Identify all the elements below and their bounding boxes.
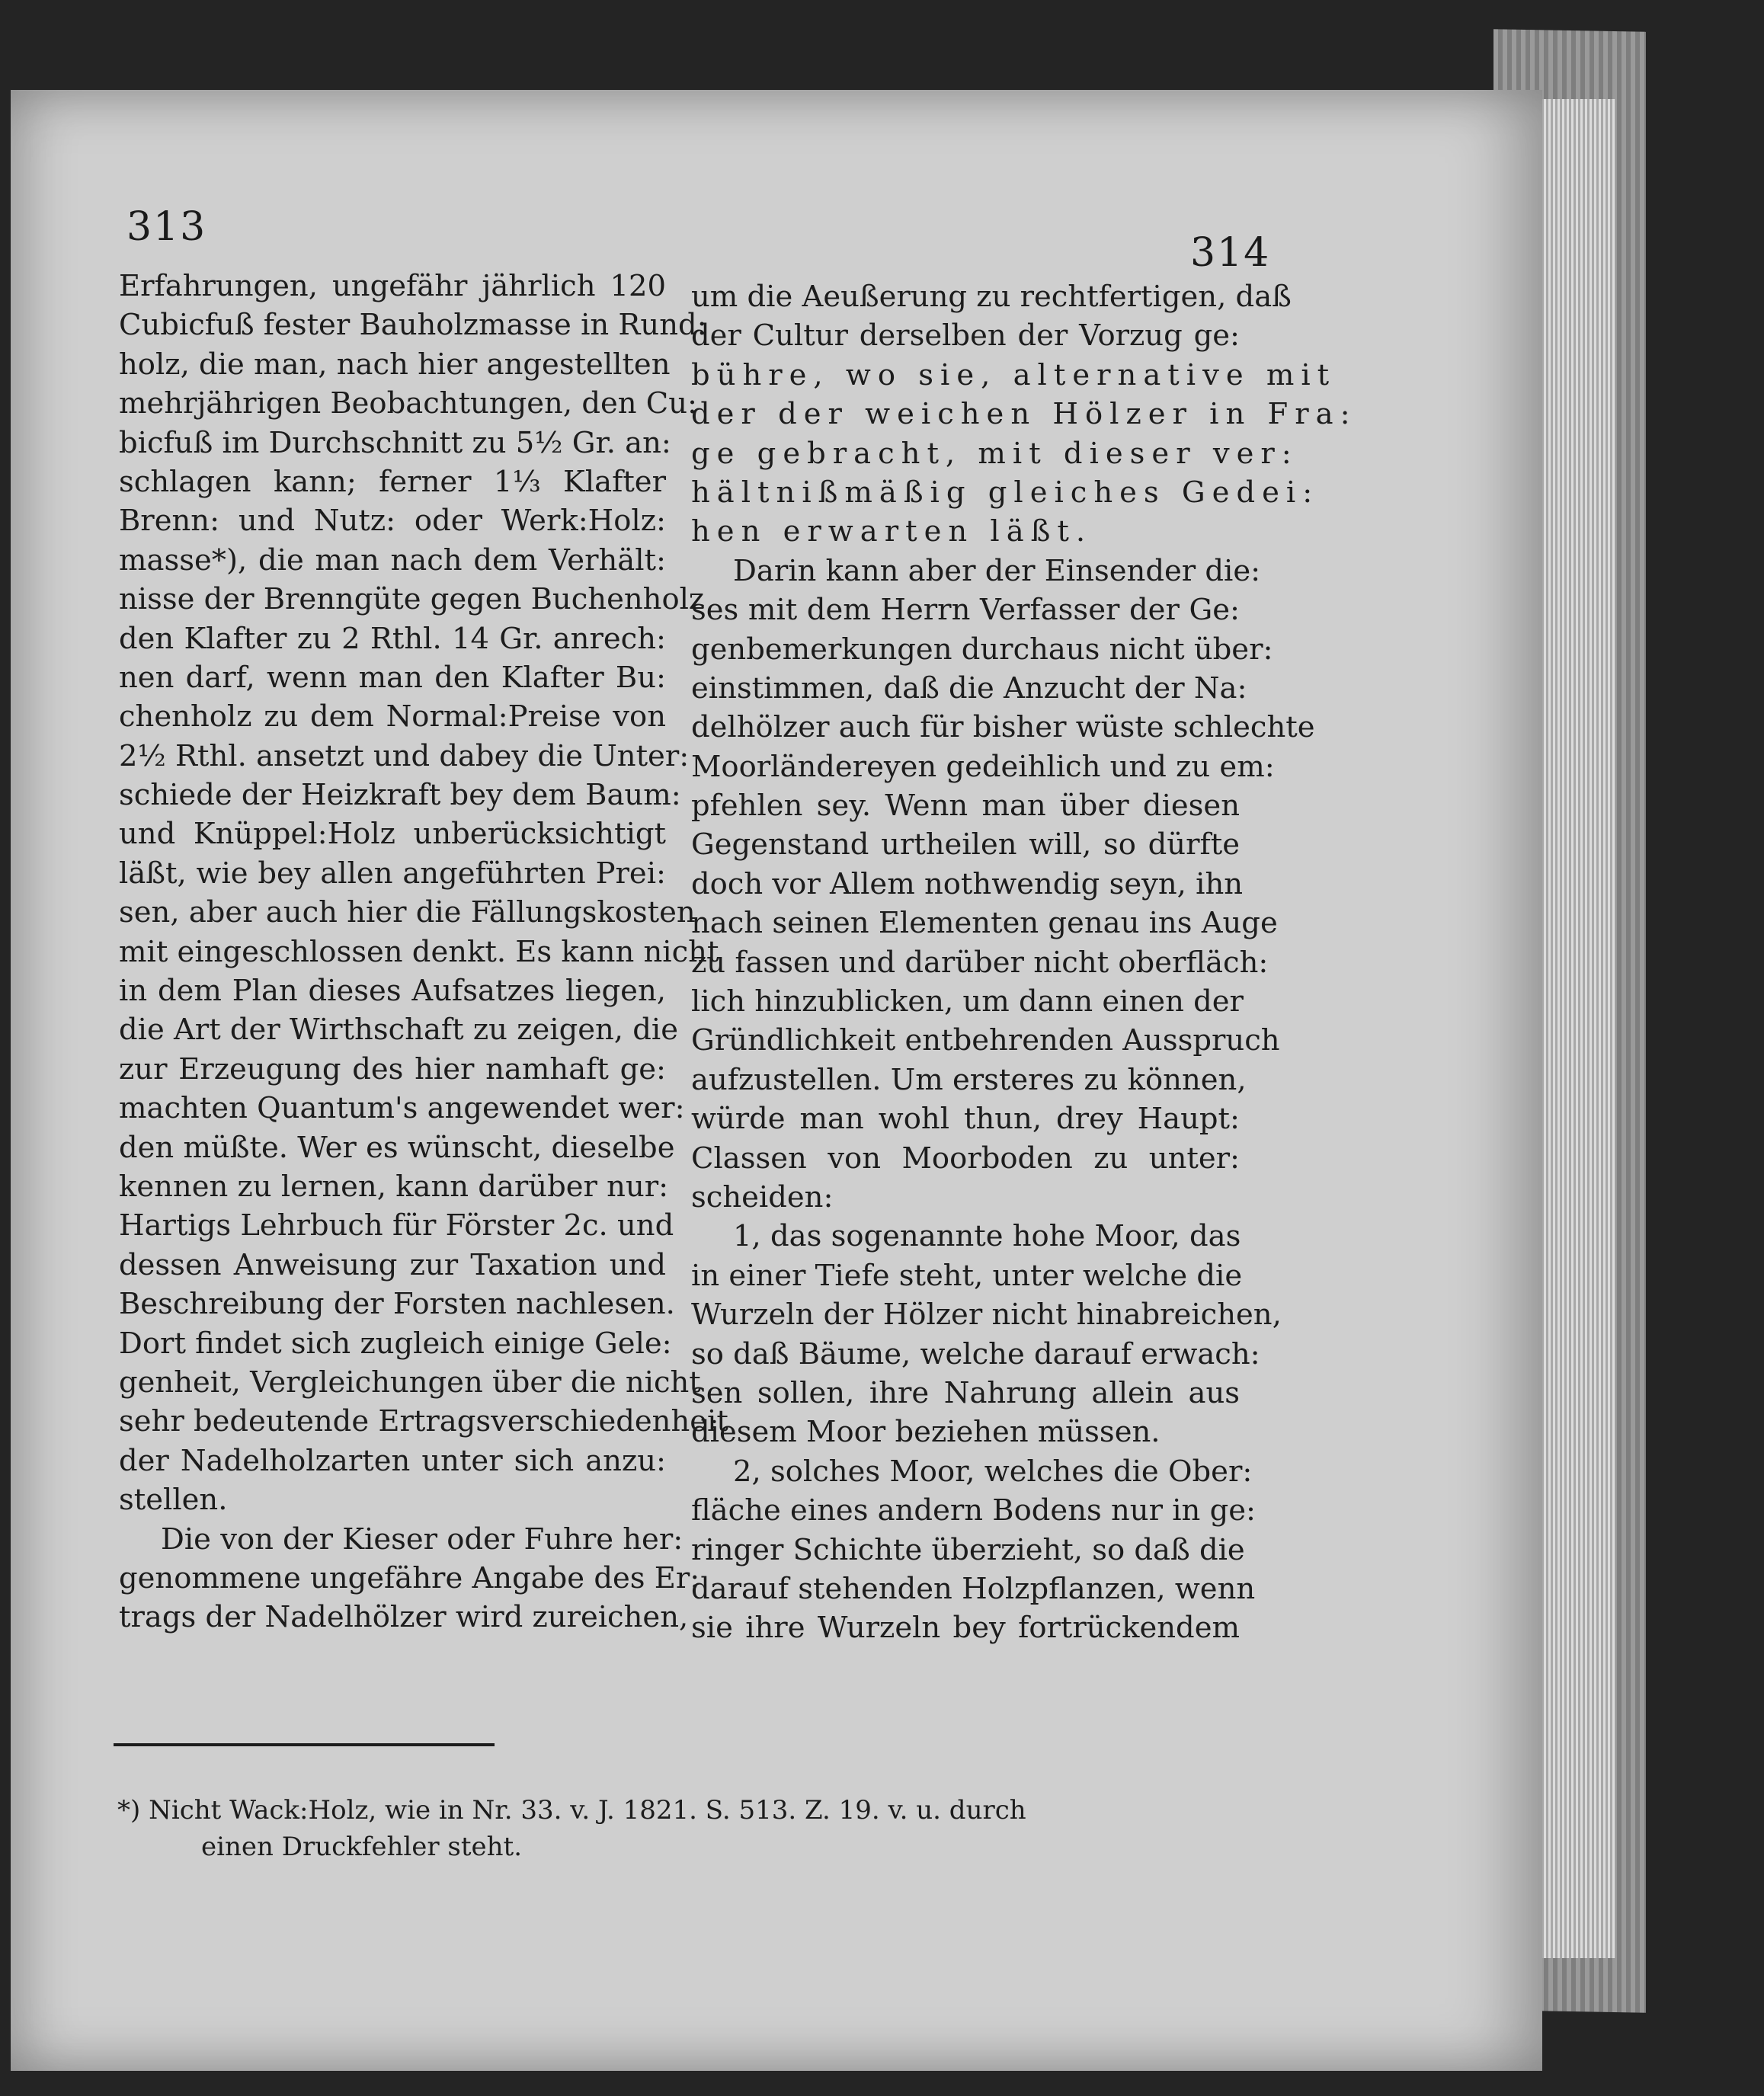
left-page-number: 313 bbox=[126, 204, 207, 250]
text-line: schiede der Heizkraft bey dem Baum: bbox=[119, 778, 681, 813]
text-line: machten Quantum's angewendet wer: bbox=[119, 1091, 685, 1126]
text-line: den Klafter zu 2 Rthl. 14 Gr. anrech: bbox=[119, 621, 666, 656]
text-line: holz, die man, nach hier angestellten bbox=[119, 347, 671, 382]
text-line: diesem Moor beziehen müssen. bbox=[691, 1415, 1161, 1450]
text-line: fläche eines andern Bodens nur in ge: bbox=[691, 1493, 1256, 1528]
text-line: einstimmen, daß die Anzucht der Na: bbox=[691, 670, 1247, 706]
text-line: sen, aber auch hier die Fällungskosten bbox=[119, 895, 696, 930]
text-line: Die von der Kieser oder Fuhre her: bbox=[161, 1522, 684, 1557]
text-line: nach seinen Elementen genau ins Auge bbox=[691, 906, 1278, 941]
text-line: nen darf, wenn man den Klafter Bu: bbox=[119, 660, 666, 695]
text-line: darauf stehenden Holzpflanzen, wenn bbox=[691, 1571, 1256, 1606]
text-line: schlagen kann; ferner 1⅓ Klafter bbox=[119, 464, 666, 499]
text-line: hen erwarten läßt. bbox=[691, 514, 1093, 549]
text-line: ge gebracht, mit dieser ver: bbox=[691, 436, 1298, 471]
text-line: Dort findet sich zugleich einige Gele: bbox=[119, 1326, 672, 1361]
text-line: die Art der Wirthschaft zu zeigen, die bbox=[119, 1013, 679, 1048]
text-line: genbemerkungen durchaus nicht über: bbox=[691, 632, 1273, 667]
text-line: mehrjährigen Beobachtungen, den Cu: bbox=[119, 386, 698, 421]
footnote bbox=[117, 1792, 1222, 1865]
right-page-number: 314 bbox=[1190, 230, 1271, 276]
footnote-line-1: *) Nicht Wack:Holz, wie in Nr. 33. v. J. 1821. S. 513. Z. 19. v. u. durch bbox=[117, 1795, 1026, 1826]
text-line: Erfahrungen, ungefähr jährlich 120 bbox=[119, 269, 666, 303]
text-line: ringer Schichte überzieht, so daß die bbox=[691, 1532, 1245, 1567]
text-line: Hartigs Lehrbuch für Förster 2c. und bbox=[119, 1208, 674, 1243]
text-line: ses mit dem Herrn Verfasser der Ge: bbox=[691, 593, 1240, 628]
text-line: kennen zu lernen, kann darüber nur: bbox=[119, 1169, 669, 1204]
text-line: 2½ Rthl. ansetzt und dabey die Unter: bbox=[119, 738, 690, 773]
text-line: läßt, wie bey allen angeführten Prei: bbox=[119, 856, 666, 891]
text-line: genommene ungefähre Angabe des Er: bbox=[119, 1560, 700, 1595]
text-line: würde man wohl thun, drey Haupt: bbox=[691, 1102, 1240, 1137]
text-line: hältnißmäßig gleiches Gedei: bbox=[691, 475, 1320, 510]
text-line: in dem Plan dieses Aufsatzes liegen, bbox=[119, 974, 666, 1009]
book-page bbox=[11, 90, 1542, 2071]
footnote-line-2: einen Druckfehler steht. bbox=[201, 1832, 523, 1862]
text-line: um die Aeußerung zu rechtfertigen, daß bbox=[691, 280, 1292, 314]
text-line: sen sollen, ihre Nahrung allein aus bbox=[691, 1375, 1240, 1410]
text-line: sie ihre Wurzeln bey fortrückendem bbox=[691, 1611, 1240, 1646]
text-line: delhölzer auch für bisher wüste schlechte bbox=[691, 710, 1315, 745]
text-line: dessen Anweisung zur Taxation und bbox=[119, 1247, 666, 1282]
text-line: der Cultur derselben der Vorzug ge: bbox=[691, 318, 1240, 354]
text-line: lich hinzublicken, um dann einen der bbox=[691, 984, 1244, 1019]
text-line: Gründlichkeit entbehrenden Ausspruch bbox=[691, 1023, 1280, 1058]
text-line: so daß Bäume, welche darauf erwach: bbox=[691, 1336, 1260, 1371]
text-line: den müßte. Wer es wünscht, dieselbe bbox=[119, 1130, 675, 1165]
text-line: Brenn: und Nutz: oder Werk:Holz: bbox=[119, 504, 666, 539]
text-line: zur Erzeugung des hier namhaft ge: bbox=[119, 1051, 666, 1086]
text-line: stellen. bbox=[119, 1483, 228, 1518]
text-line: Gegenstand urtheilen will, so dürfte bbox=[691, 827, 1240, 862]
text-line: Moorländereyen gedeihlich und zu em: bbox=[691, 749, 1275, 784]
right-column bbox=[691, 277, 1357, 1648]
text-line: der der weichen Hölzer in Fra: bbox=[691, 397, 1357, 432]
text-line: Classen von Moorboden zu unter: bbox=[691, 1141, 1240, 1176]
text-line: mit eingeschlossen denkt. Es kann nicht bbox=[119, 934, 719, 969]
text-line: in einer Tiefe steht, unter welche die bbox=[691, 1258, 1243, 1293]
text-line: 2, solches Moor, welches die Ober: bbox=[733, 1454, 1253, 1489]
text-line: und Knüppel:Holz unberücksichtigt bbox=[119, 817, 666, 852]
text-line: Wurzeln der Hölzer nicht hinabreichen, bbox=[691, 1298, 1282, 1333]
text-line: bühre, wo sie, alternative mit bbox=[691, 357, 1337, 392]
text-line: der Nadelholzarten unter sich anzu: bbox=[119, 1443, 666, 1478]
text-line: 1, das sogenannte hohe Moor, das bbox=[733, 1219, 1241, 1254]
text-line: pfehlen sey. Wenn man über diesen bbox=[691, 789, 1240, 824]
text-line: doch vor Allem nothwendig seyn, ihn bbox=[691, 866, 1244, 901]
text-line: sehr bedeutende Ertragsverschiedenheit bbox=[119, 1404, 728, 1439]
text-line: trags der Nadelhölzer wird zureichen, bbox=[119, 1600, 689, 1635]
text-line: Darin kann aber der Einsender die: bbox=[733, 553, 1261, 588]
text-line: zu fassen und darüber nicht oberfläch: bbox=[691, 945, 1269, 980]
text-line: bicfuß im Durchschnitt zu 5½ Gr. an: bbox=[119, 425, 671, 460]
text-line: Cubicfuß fester Bauholzmasse in Rund: bbox=[119, 308, 707, 343]
footnote-rule bbox=[114, 1743, 495, 1746]
text-line: nisse der Brenngüte gegen Buchenholz bbox=[119, 582, 705, 617]
text-line: chenholz zu dem Normal:Preise von bbox=[119, 699, 666, 734]
text-line: Beschreibung der Forsten nachlesen. bbox=[119, 1287, 675, 1322]
left-column bbox=[119, 267, 728, 1637]
text-line: aufzustellen. Um ersteres zu können, bbox=[691, 1062, 1247, 1097]
text-line: genheit, Vergleichungen über die nicht bbox=[119, 1365, 701, 1400]
text-line: masse*), die man nach dem Verhält: bbox=[119, 542, 666, 578]
text-line: scheiden: bbox=[691, 1179, 834, 1214]
